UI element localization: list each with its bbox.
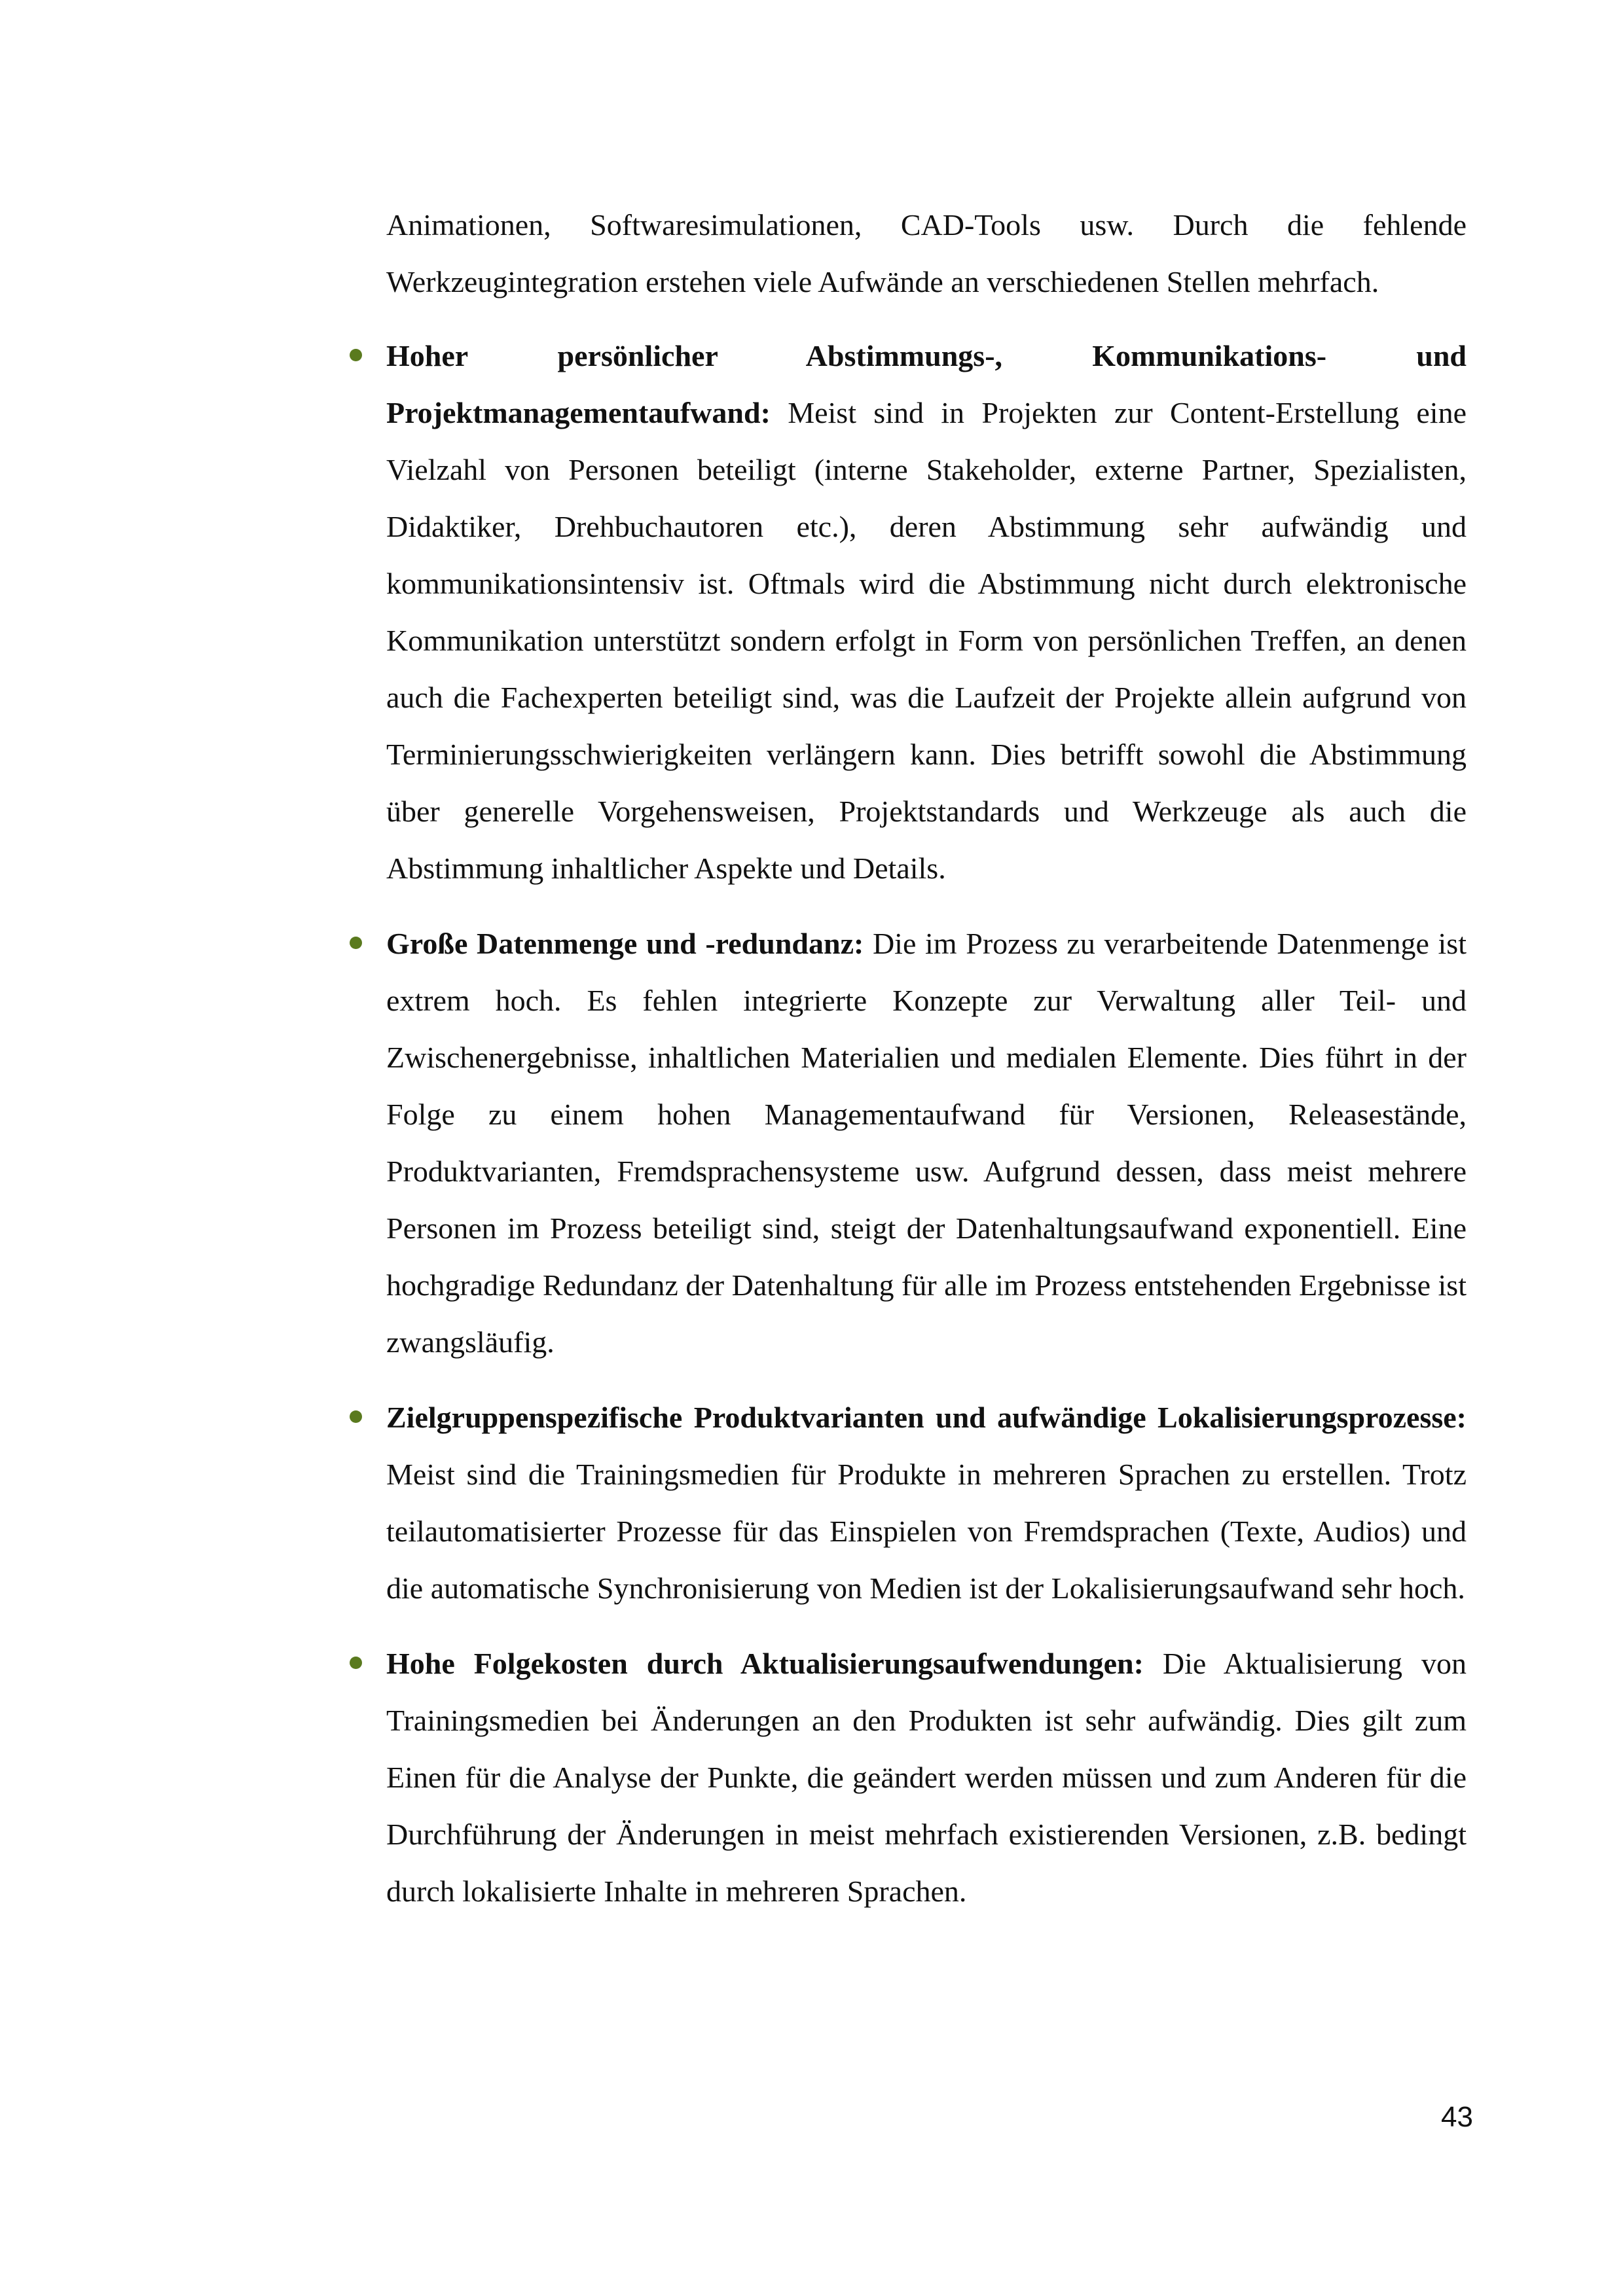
bullet-title: Große Datenmenge und -redundanz: — [386, 927, 864, 960]
page-content — [386, 196, 1467, 1938]
bullet-item — [386, 915, 1467, 1371]
bullet-title: Zielgruppenspezifische Produktvarianten und aufwändige Lokalisierungsprozesse: — [386, 1401, 1467, 1434]
bullet-body: Die Aktualisierung von Trainingsmedien bei Änderungen an den Produkten ist sehr aufwändig. Dies gilt zum Einen für die Analyse der Punkte, die geändert werden müssen und zum Anderen für die Durchführung der Änderungen in meist mehrfach existierenden Versionen, z.B. bedingt durch lokalisierte Inhalte in mehreren Sprachen. — [386, 1647, 1467, 1908]
bullet-body: Meist sind in Projekten zur Content-Erstellung eine Vielzahl von Personen beteiligt (interne Stakeholder, externe Partner, Spezialisten, Didaktiker, Drehbuchautoren etc.), deren Abstimmung sehr aufwändig und kommunikationsintensiv ist. Oftmals wird die Abstimmung nicht durch elektronische Kommunikation unterstützt sondern erfolgt in Form von persönlichen Treffen, an denen auch die Fachexperten beteiligt sind, was die Laufzeit der Projekte allein aufgrund von Terminierungsschwierigkeiten verlängern kann. Dies betrifft sowohl die Abstimmung über generelle Vorgehensweisen, Projektstandards und Werkzeuge als auch die Abstimmung inhaltlicher Aspekte und Details. — [386, 396, 1467, 885]
bullet-dot-icon — [350, 1657, 362, 1669]
bullet-list — [386, 327, 1467, 1920]
bullet-title: Hoher persönlicher Abstimmungs-, Kommunikations- und Projektmanagementaufwand: — [386, 339, 1467, 429]
page-number: 43 — [1441, 2101, 1473, 2133]
bullet-dot-icon — [350, 349, 362, 361]
bullet-item — [386, 327, 1467, 897]
bullet-title: Hohe Folgekosten durch Aktualisierungsaufwendungen: — [386, 1647, 1144, 1680]
bullet-dot-icon — [350, 937, 362, 949]
bullet-body: Meist sind die Trainingsmedien für Produkte in mehreren Sprachen zu erstellen. Trotz teilautomatisierter Prozesse für das Einspielen von Fremdsprachen (Texte, Audios) und die automatische Synchronisierung von Medien ist der Lokalisierungsaufwand sehr hoch. — [386, 1458, 1467, 1605]
intro-paragraph: Animationen, Softwaresimulationen, CAD-Tools usw. Durch die fehlende Werkzeugintegration erstehen viele Aufwände an verschiedenen Stellen mehrfach. — [386, 208, 1467, 298]
bullet-body: Die im Prozess zu verarbeitende Datenmenge ist extrem hoch. Es fehlen integrierte Konzepte zur Verwaltung aller Teil- und Zwischenergebnisse, inhaltlichen Materialien und medialen Elemente. Dies führt in der Folge zu einem hohen Managementaufwand für Versionen, Releasestände, Produktvarianten, Fremdsprachensysteme usw. Aufgrund dessen, dass meist mehrere Personen im Prozess beteiligt sind, steigt der Datenhaltungsaufwand exponentiell. Eine hochgradige Redundanz der Datenhaltung für alle im Prozess entstehenden Ergebnisse ist zwangsläufig. — [386, 927, 1467, 1359]
bullet-item — [386, 1389, 1467, 1617]
bullet-item — [386, 1635, 1467, 1920]
bullet-dot-icon — [350, 1410, 362, 1423]
